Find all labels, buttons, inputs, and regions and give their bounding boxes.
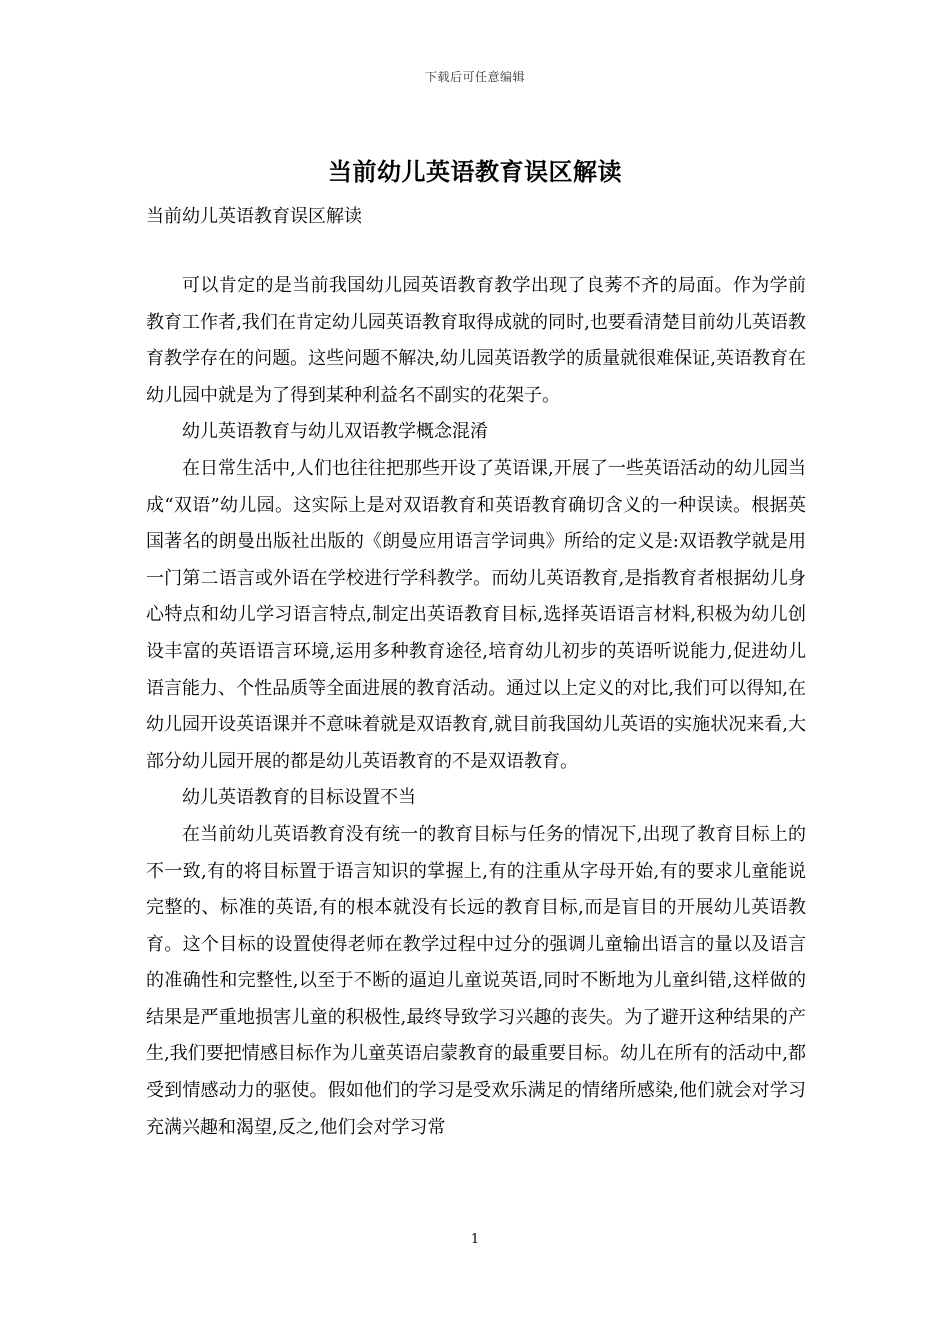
document-subtitle: 当前幼儿英语教育误区解读 [146,206,362,227]
document-body [146,268,806,1146]
section-heading: 幼儿英语教育与幼儿双语教学概念混淆 [182,421,488,443]
body-paragraph: 可以肯定的是当前我国幼儿园英语教育教学出现了良莠不齐的局面。作为学前教育工作者,我们在肯定幼儿园英语教育取得成就的同时,也要看清楚目前幼儿英语教育教学存在的问题。这些问题不解决,幼儿园英语教学的质量就很难保证,英语教育在幼儿园中就是为了得到某种利益名不副实的花架子。 [146,275,806,406]
page-number: 1 [470,1232,480,1247]
document-title: 当前幼儿英语教育误区解读 [328,157,622,186]
body-paragraph: 在日常生活中,人们也往往把那些开设了英语课,开展了一些英语活动的幼儿园当成“双语”幼儿园。这实际上是对双语教育和英语教育确切含义的一种误读。根据英国著名的朗曼出版社出版的《朗曼应用语言学词典》所给的定义是:双语教学就是用一门第二语言或外语在学校进行学科教学。而幼儿英语教育,是指教育者根据幼儿身心特点和幼儿学习语言特点,制定出英语教育目标,选择英语语言材料,积极为幼儿创设丰富的英语语言环境,运用多种教育途径,培育幼儿初步的英语听说能力,促进幼儿语言能力、个性品质等全面进展的教育活动。通过以上定义的对比,我们可以得知,在幼儿园开设英语课并不意味着就是双语教育,就目前我国幼儿英语的实施状况来看,大部分幼儿园开展的都是幼儿英语教育的不是双语教育。 [146,457,806,772]
body-paragraph: 在当前幼儿英语教育没有统一的教育目标与任务的情况下,出现了教育目标上的不一致,有的将目标置于语言知识的掌握上,有的注重从字母开始,有的要求儿童能说完整的、标准的英语,有的根本就没有长远的教育目标,而是盲目的开展幼儿英语教育。这个目标的设置使得老师在教学过程中过分的强调儿童输出语言的量以及语言的准确性和完整性,以至于不断的逼迫儿童说英语,同时不断地为儿童纠错,这样做的结果是严重地损害儿童的积极性,最终导致学习兴趣的丧失。为了避开这种结果的产生,我们要把情感目标作为儿童英语启蒙教育的最重要目标。幼儿在所有的活动中,都受到情感动力的驱使。假如他们的学习是受欢乐满足的情绪所感染,他们就会对学习充满兴趣和渴望,反之,他们会对学习常 [146,823,806,1138]
section-heading: 幼儿英语教育的目标设置不当 [182,787,416,809]
header-note: 下载后可任意编辑 [424,70,525,84]
